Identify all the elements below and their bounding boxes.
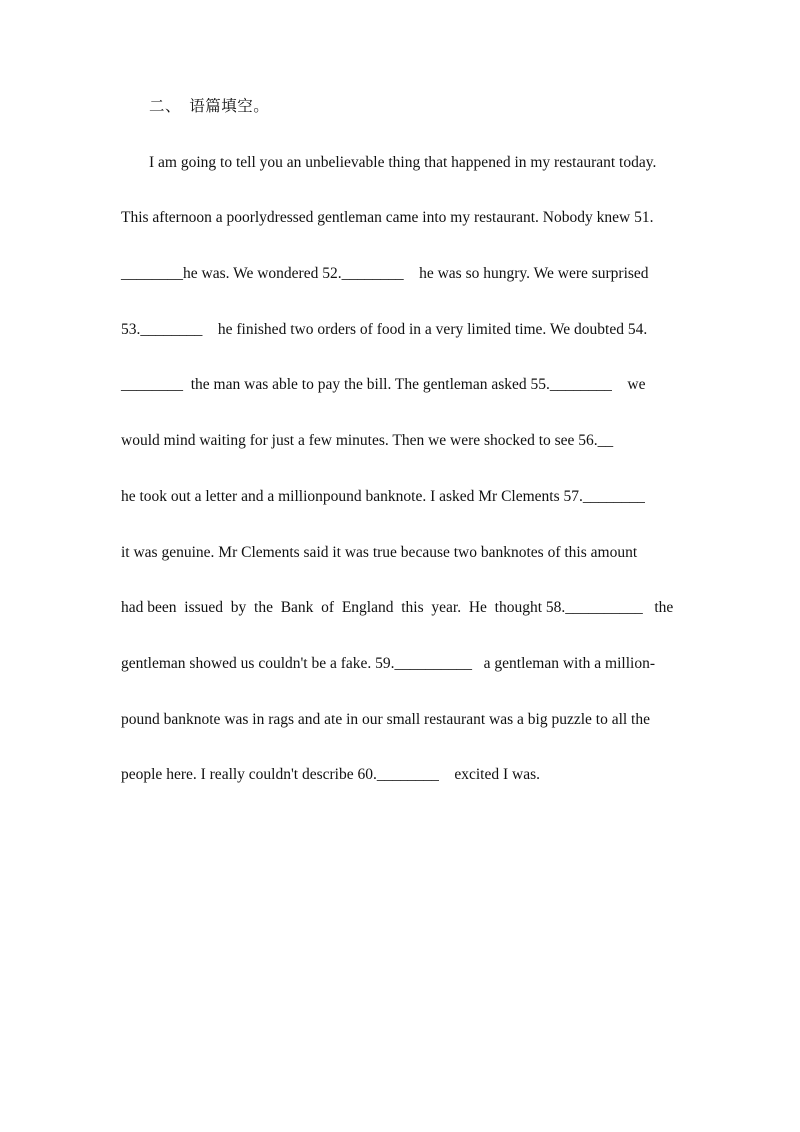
passage-line: people here. I really couldn't describe 60.________ excited I was. xyxy=(121,766,540,784)
passage-line: he took out a letter and a millionpound banknote. I asked Mr Clements 57.________ xyxy=(121,487,645,505)
passage-line: pound banknote was in rags and ate in our small restaurant was a big puzzle to all the xyxy=(121,710,650,728)
passage-line: it was genuine. Mr Clements said it was true because two banknotes of this amount xyxy=(121,543,638,561)
passage-line: ________ the man was able to pay the bill. The gentleman asked 55.________ we xyxy=(121,376,646,394)
passage-line: I am going to tell you an unbelievable thing that happened in my restaurant today. xyxy=(149,153,657,171)
passage-line: would mind waiting for just a few minutes. Then we were shocked to see 56.__ xyxy=(121,432,614,450)
passage-line: had been issued by the Bank of England this year. He thought 58.__________ the xyxy=(121,599,674,617)
passage-line: 53.________ he finished two orders of food in a very limited time. We doubted 54. xyxy=(121,320,648,338)
passage-line: gentleman showed us couldn't be a fake. 59.__________ a gentleman with a million- xyxy=(121,654,655,672)
passage-line: ________he was. We wondered 52.________ he was so hungry. We were surprised xyxy=(121,265,649,283)
section-heading: 二、 语篇填空。 xyxy=(149,98,270,115)
passage-line: This afternoon a poorlydressed gentleman came into my restaurant. Nobody knew 51. xyxy=(121,209,654,227)
